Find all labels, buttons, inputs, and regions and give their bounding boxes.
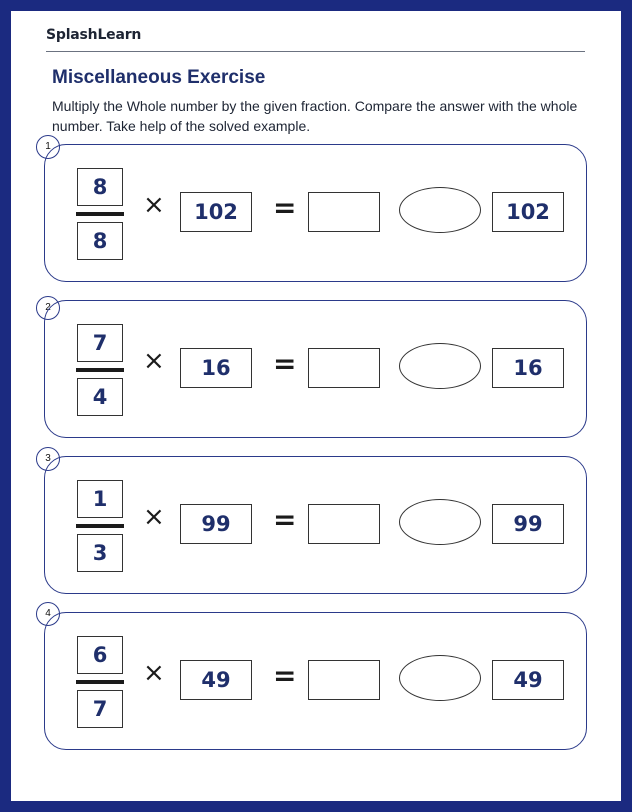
answer-box[interactable] [308, 660, 380, 700]
whole-number-box: 102 [180, 192, 252, 232]
numerator-box: 1 [77, 480, 123, 518]
whole-number-box: 49 [180, 660, 252, 700]
denominator-box: 8 [77, 222, 123, 260]
answer-box[interactable] [308, 192, 380, 232]
comparison-oval[interactable] [399, 655, 481, 701]
numerator-box: 7 [77, 324, 123, 362]
header-divider [46, 51, 585, 52]
numerator-box: 6 [77, 636, 123, 674]
answer-box[interactable] [308, 504, 380, 544]
brand-logo: SplashLearn [46, 27, 142, 43]
compare-number-box: 49 [492, 660, 564, 700]
problem-number-badge: 4 [36, 602, 60, 626]
denominator-box: 7 [77, 690, 123, 728]
fraction-bar [76, 680, 124, 684]
comparison-oval[interactable] [399, 499, 481, 545]
compare-number-box: 16 [492, 348, 564, 388]
times-sign: × [143, 190, 165, 220]
fraction-bar [76, 368, 124, 372]
times-sign: × [143, 658, 165, 688]
problem-card [44, 612, 587, 750]
fraction-bar [76, 524, 124, 528]
problem-number-badge: 1 [36, 135, 60, 159]
problem-card [44, 456, 587, 594]
comparison-oval[interactable] [399, 343, 481, 389]
equals-sign: = [273, 347, 297, 380]
page-title: Miscellaneous Exercise [52, 67, 266, 88]
denominator-box: 4 [77, 378, 123, 416]
denominator-box: 3 [77, 534, 123, 572]
problem-card [44, 300, 587, 438]
fraction-bar [76, 212, 124, 216]
whole-number-box: 99 [180, 504, 252, 544]
instructions: Multiply the Whole number by the given fraction. Compare the answer with the whole number. Take help of the solved example. [52, 98, 578, 134]
problem-number-badge: 2 [36, 296, 60, 320]
equals-sign: = [273, 503, 297, 536]
times-sign: × [143, 502, 165, 532]
worksheet-page [11, 11, 621, 801]
problem-card [44, 144, 587, 282]
whole-number-box: 16 [180, 348, 252, 388]
equals-sign: = [273, 191, 297, 224]
compare-number-box: 102 [492, 192, 564, 232]
comparison-oval[interactable] [399, 187, 481, 233]
answer-box[interactable] [308, 348, 380, 388]
times-sign: × [143, 346, 165, 376]
problem-number-badge: 3 [36, 447, 60, 471]
compare-number-box: 99 [492, 504, 564, 544]
numerator-box: 8 [77, 168, 123, 206]
equals-sign: = [273, 659, 297, 692]
